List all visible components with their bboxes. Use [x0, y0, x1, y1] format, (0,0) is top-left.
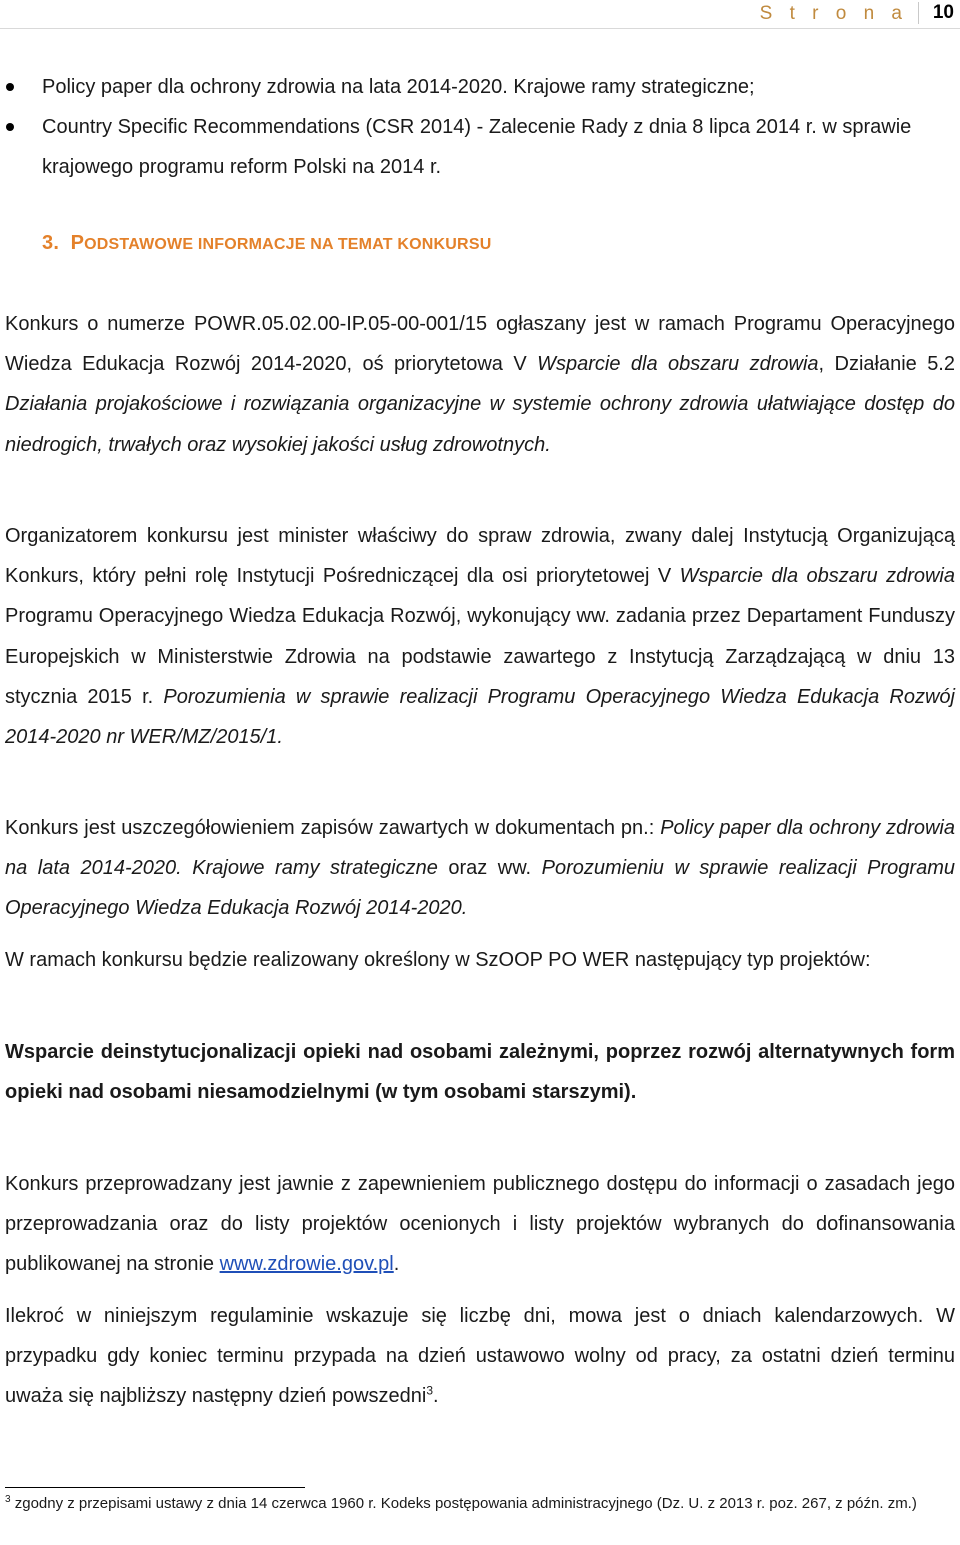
paragraph-transparency: Konkurs przeprowadzany jest jawnie z zapewnieniem publicznego dostępu do informacji o zasadach jego przeprowadzania oraz do listy projektów ocenionych i listy projektów wybranych do dofinansowania publikowanej na stronie www.zdrowie.gov.pl. [5, 1173, 955, 1276]
footnote [5, 1493, 950, 1515]
page-header [0, 0, 960, 29]
paragraph-competition-number: Konkurs o numerze POWR.05.02.00-IP.05-00-001/15 ogłaszany jest w ramach Programu Operacyjnego Wiedza Edukacja Rozwój 2014-2020, oś priorytetowa V Wsparcie dla obszaru zdrowia, Działanie 5.2 Działania projakościowe i rozwiązania organizacyjne w systemie ochrony zdrowia ułatwiające dostęp do niedrogich, trwałych oraz wysokiej jakości usług zdrowotnych. [5, 313, 955, 456]
list-item: Country Specific Recommendations (CSR 2014) - Zalecenie Rady z dnia 8 lipca 2014 r. w sprawie krajowego programu reform Polski na 2014 r. [0, 107, 960, 187]
reference-list [0, 67, 960, 187]
website-link[interactable]: www.zdrowie.gov.pl [219, 1253, 394, 1276]
footnote-number: 3 [5, 1494, 11, 1505]
footnote-text: zgodny z przepisami ustawy z dnia 14 czerwca 1960 r. Kodeks postępowania administracyjnego (Dz. U. z 2013 r. poz. 267, z późn. zm.) [10, 1495, 917, 1512]
section-title-initial: P [70, 232, 85, 254]
paragraph-organizer: Organizatorem konkursu jest minister właściwy do spraw zdrowia, zwany dalej Instytucją Organizującą Konkurs, który pełni rolę Instytucji Pośredniczącej dla osi priorytetowej V Wsparcie dla obszaru zdrowia Programu Operacyjnego Wiedza Edukacja Rozwój, wykonujący ww. zadania przez Departament Funduszy Europejskich w Ministerstwie Zdrowia na podstawie zawartego z Instytucją Zarządzającą w dniu 13 stycznia 2015 r. Porozumienia w sprawie realizacji Programu Operacyjnego Wiedza Edukacja Rozwój 2014-2020 nr WER/MZ/2015/1. [5, 525, 955, 749]
header-divider [918, 2, 919, 24]
section-heading [42, 232, 491, 255]
paragraph-documents: Konkurs jest uszczegółowieniem zapisów zawartych w dokumentach pn.: Policy paper dla ochrony zdrowia na lata 2014-2020. Krajowe ramy strategiczne oraz ww. Porozumieniu w sprawie realizacji Programu Operacyjnego Wiedza Edukacja Rozwój 2014-2020. [5, 817, 955, 920]
paragraph-days: Ilekroć w niniejszym regulaminie wskazuje się liczbę dni, mowa jest o dniach kalendarzowych. W przypadku gdy koniec terminu przypada na dzień ustawowo wolny od pracy, za ostatni dzień terminu uważa się najbliższy następny dzień powszedni$^3$. [5, 1305, 955, 1408]
page-label: S t r o n a [759, 3, 908, 24]
paragraph-project-type-intro: W ramach konkursu będzie realizowany określony w SzOOP PO WER następujący typ projektów: [5, 949, 871, 971]
list-item: Policy paper dla ochrony zdrowia na lata 2014-2020. Krajowe ramy strategiczne; [0, 67, 960, 107]
footnote-divider [5, 1487, 305, 1488]
footnote-ref[interactable]: 3 [426, 1383, 434, 1398]
section-number: 3. [42, 232, 60, 254]
paragraph-project-type: Wsparcie deinstytucjonalizacji opieki nad osobami zależnymi, poprzez rozwój alternatywnych form opieki nad osobami niesamodzielnymi (w tym osobami starszymi). [5, 1041, 955, 1104]
page-number: 10 [932, 2, 954, 23]
section-title-rest: ODSTAWOWE INFORMACJE NA TEMAT KONKURSU [84, 236, 492, 253]
